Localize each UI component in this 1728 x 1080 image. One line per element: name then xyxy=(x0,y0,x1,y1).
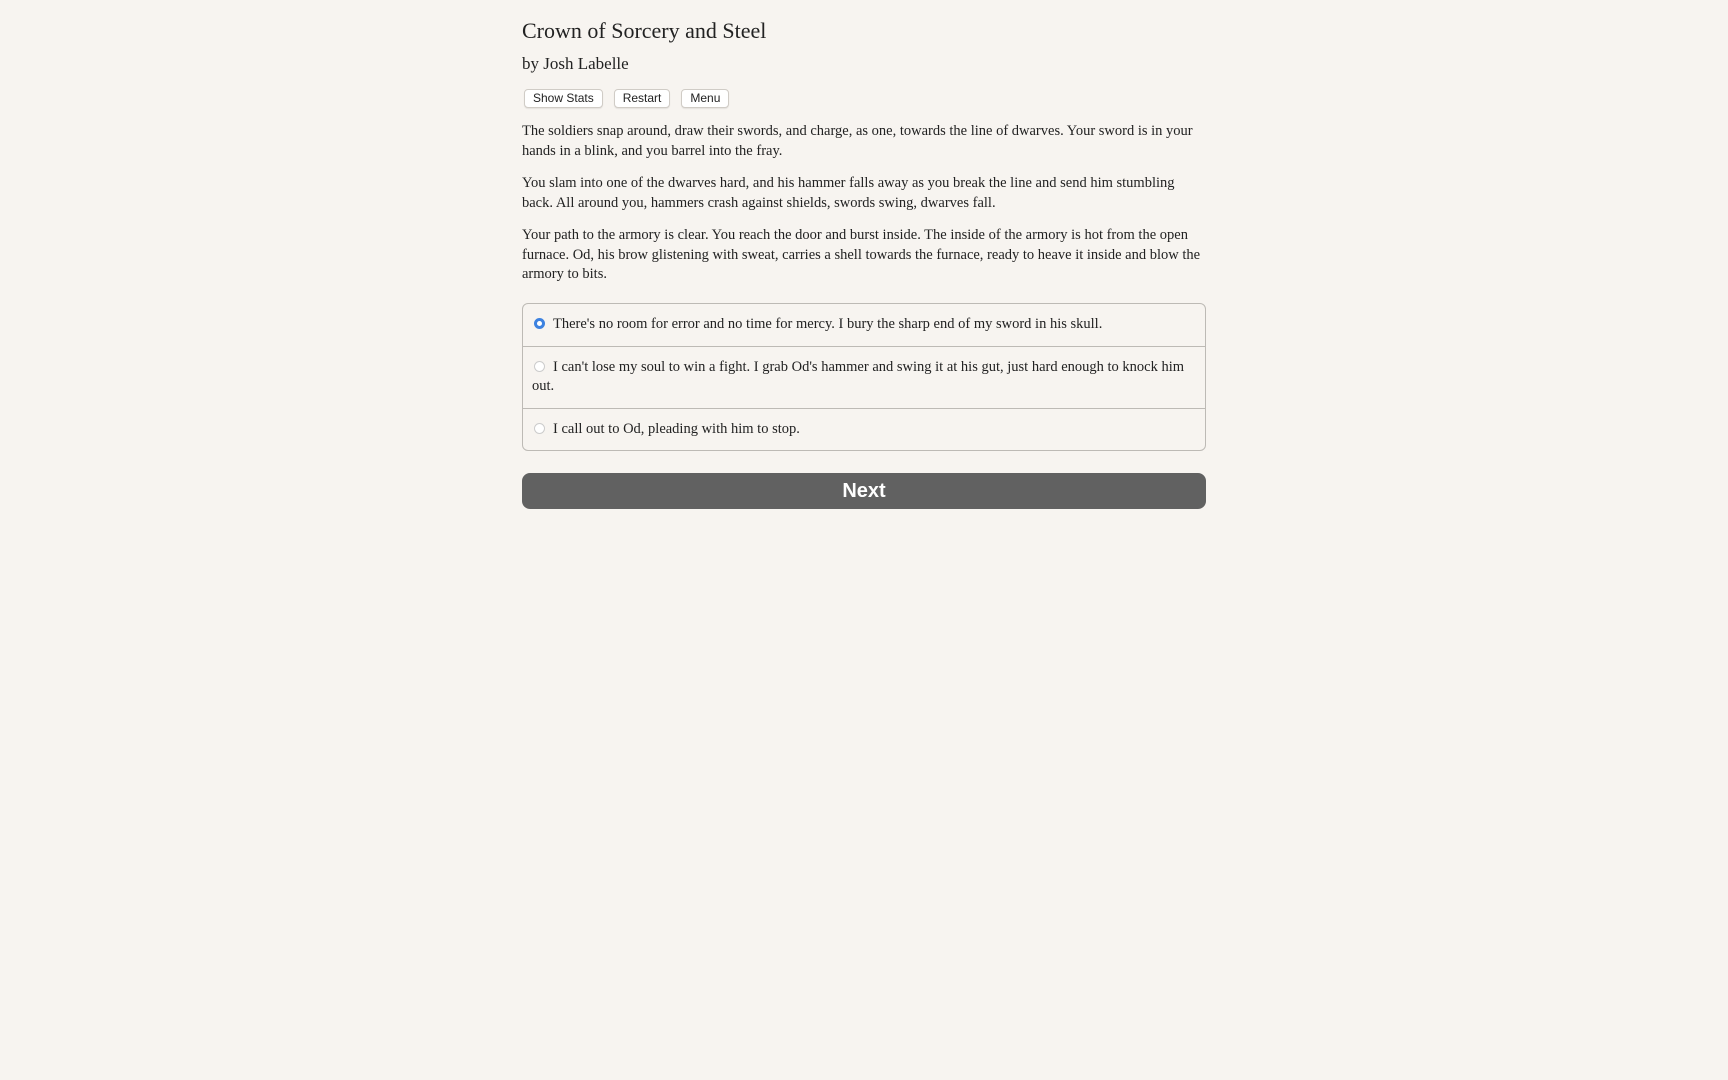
choice-label: I can't lose my soul to win a fight. I grab Od's hammer and swing it at his gut, just hard enough to knock him out. xyxy=(532,358,1185,394)
show-stats-button[interactable]: Show Stats xyxy=(524,89,603,108)
restart-button[interactable]: Restart xyxy=(614,89,671,108)
radio-unselected-icon[interactable] xyxy=(534,423,545,434)
story-paragraph: You slam into one of the dwarves hard, and his hammer falls away as you break the line and send him stumbling back. All around you, hammers crash against shields, swords swing, dwarves fall. xyxy=(522,175,1175,211)
choice-option[interactable] xyxy=(523,346,1205,408)
author-byline: by Josh Labelle xyxy=(522,54,629,73)
choice-list xyxy=(522,303,1206,451)
choice-label: I call out to Od, pleading with him to stop. xyxy=(553,420,800,437)
choice-option[interactable] xyxy=(523,408,1205,451)
story-text xyxy=(522,122,1206,298)
radio-selected-icon[interactable] xyxy=(534,318,545,329)
radio-unselected-icon[interactable] xyxy=(534,361,545,372)
menu-button[interactable]: Menu xyxy=(681,89,729,108)
story-paragraph: Your path to the armory is clear. You reach the door and burst inside. The inside of the armory is hot from the open furnace. Od, his brow glistening with sweat, carries a shell towards the furnace, ready to heave it inside and blow the armory to bits. xyxy=(522,227,1201,282)
choice-option[interactable] xyxy=(523,304,1205,346)
game-title: Crown of Sorcery and Steel xyxy=(522,18,767,43)
toolbar xyxy=(524,89,729,108)
story-paragraph: The soldiers snap around, draw their swords, and charge, as one, towards the line of dwarves. Your sword is in your hands in a blink, and you barrel into the fray. xyxy=(522,123,1193,159)
choice-label: There's no room for error and no time for mercy. I bury the sharp end of my sword in his skull. xyxy=(553,316,1103,332)
next-button[interactable]: Next xyxy=(522,473,1206,509)
